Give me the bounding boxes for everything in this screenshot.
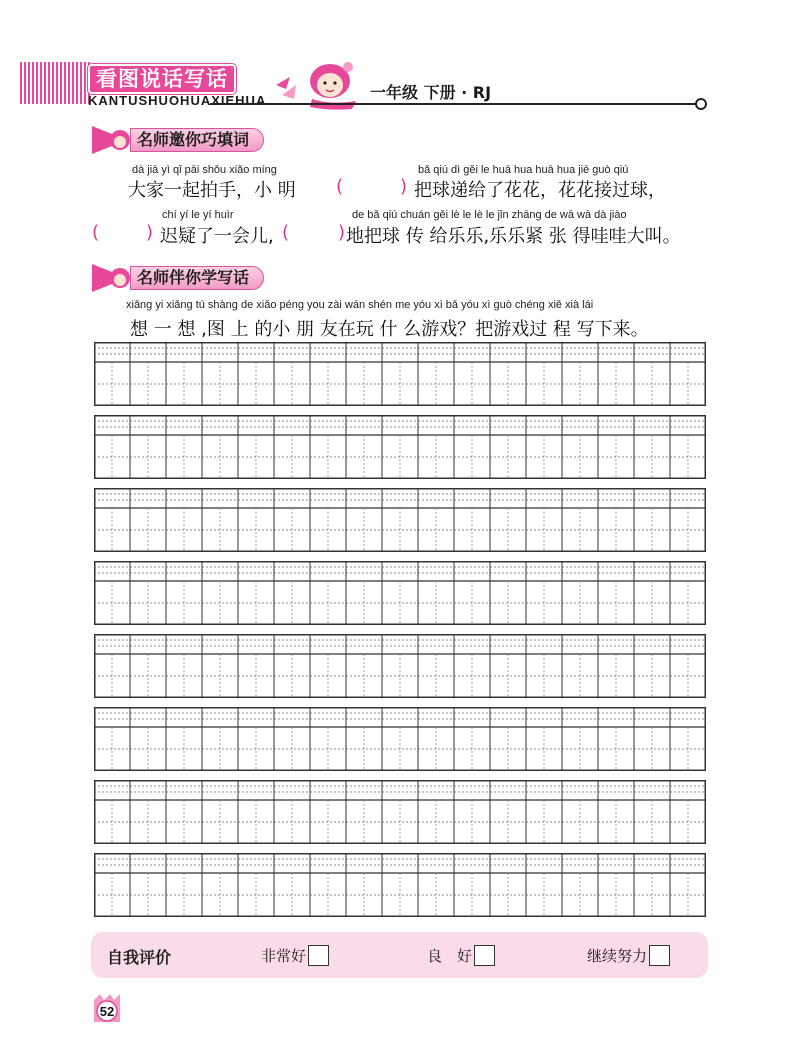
pinyin-line-1b: bǎ qiú dì gěi le huā hua huā hua jiē guò qiú	[418, 164, 629, 176]
writing-row[interactable]	[94, 488, 706, 552]
eval-option-keep-trying	[587, 945, 670, 966]
self-evaluation-title: 自我评价	[107, 948, 172, 967]
megaphone-girl-icon	[90, 120, 134, 156]
eval-good-checkbox[interactable]	[474, 945, 495, 966]
self-evaluation-bar	[91, 932, 708, 978]
section-write-label: 名师伴你学写话	[130, 266, 264, 290]
writing-row[interactable]	[94, 342, 706, 406]
header-pinyin: KANTUSHUOHUAXIEHUA	[88, 93, 267, 108]
header-divider	[210, 103, 700, 105]
writing-row[interactable]	[94, 634, 706, 698]
text-line-1a: 大家一起拍手，小 明	[128, 180, 296, 201]
blank-3-open: (	[282, 222, 290, 243]
text-line-2b: 地把球 传 给乐乐,乐乐紧 张 得哇哇大叫。	[346, 226, 681, 247]
writing-row[interactable]	[94, 561, 706, 625]
blank-3-close: )	[338, 222, 346, 243]
text-line-1b: 把球递给了花花，花花接过球，	[414, 180, 666, 201]
writing-grid	[94, 342, 706, 922]
eval-option-excellent-label: 非常好	[261, 947, 307, 965]
header-divider-dot	[695, 98, 707, 110]
header-title: 看图说话写话	[88, 64, 236, 94]
grade-label: 一年级 下册 · RJ	[370, 83, 492, 102]
eval-option-excellent	[261, 945, 329, 966]
writing-row[interactable]	[94, 853, 706, 917]
text-line-2a: 迟疑了一会儿,	[160, 226, 274, 247]
blank-1-open: (	[336, 176, 344, 197]
eval-option-good-label: 良 好	[427, 947, 473, 965]
writing-instruction: 想 一 想 ,图 上 的小 朋 友在玩 什 么游戏？把游戏过 程 写下来。	[130, 319, 649, 340]
blank-1-close: )	[400, 176, 408, 197]
pinyin-line-1a: dà jiā yì qǐ pāi shǒu xiǎo míng	[132, 164, 277, 176]
eval-keep-trying-checkbox[interactable]	[649, 945, 670, 966]
writing-row[interactable]	[94, 415, 706, 479]
header-stripes	[20, 62, 90, 104]
eval-option-keep-trying-label: 继续努力	[587, 947, 648, 965]
blank-2-open: (	[92, 222, 100, 243]
megaphone-girl-icon	[90, 258, 134, 294]
blank-2-close: )	[146, 222, 154, 243]
section-fill-words-label: 名师邀你巧填词	[130, 128, 264, 152]
pinyin-instruction: xiǎng yi xiǎng tú shàng de xiǎo péng you zài wán shén me yóu xì bǎ yóu xì guò chéng xiě xià lái	[126, 299, 594, 311]
eval-option-good	[427, 945, 495, 966]
eval-excellent-checkbox[interactable]	[308, 945, 329, 966]
writing-row[interactable]	[94, 780, 706, 844]
pinyin-line-2a: chí yí le yí huìr	[162, 209, 234, 221]
writing-row[interactable]	[94, 707, 706, 771]
page-number: 52	[99, 1004, 115, 1019]
pinyin-line-2b: de bǎ qiú chuán gěi lè le lè le jǐn zhāng de wā wā dà jiào	[352, 209, 627, 221]
